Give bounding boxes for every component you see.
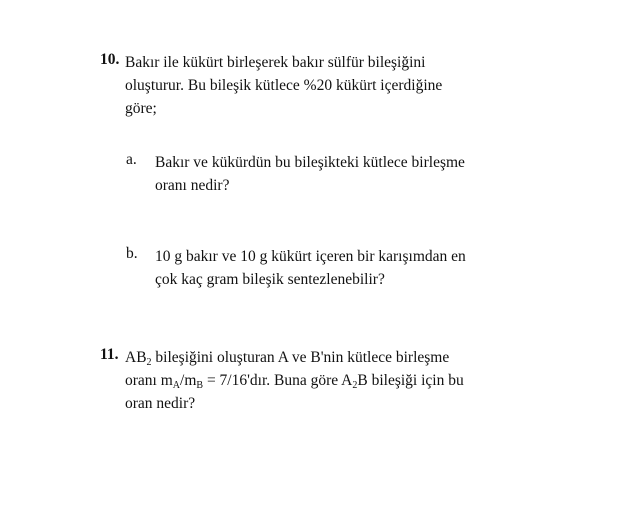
subscript-2: 2 [146,357,152,368]
question-11-line-1-rest: bileşiğini oluşturan A ve B'nin kütlece birleşme [151,349,450,366]
question-10 [100,51,520,120]
part-a-letter: a. [126,151,137,168]
part-a-line-1: Bakır ve kükürdün bu bileşikteki kütlece birleşme [155,154,465,171]
part-b-letter: b. [126,245,138,262]
question-10-line-3: göre; [125,100,157,117]
question-11-line-3: oran nedir? [125,395,196,412]
part-b-line-1: 10 g bakır ve 10 g kükürt içeren bir karışımdan en [155,248,466,265]
question-11-text [125,346,515,415]
ratio-text-start: oranı m [125,372,173,389]
part-a-line-2: oranı nedir? [155,177,230,194]
subscript-2b: 2 [352,380,358,391]
question-11 [100,346,520,415]
question-10-text [125,51,515,120]
question-11-line-2-rest: B bileşiği için bu [357,372,464,389]
part-a-text [155,151,515,197]
formula-ab: AB [125,349,147,366]
question-10-number: 10. [100,51,120,68]
question-11-line-1 [125,346,515,369]
question-11-number: 11. [100,346,119,363]
question-10-part-b [126,245,526,291]
ratio-value-text: = 7/16'dır. Buna göre A [203,372,353,389]
ratio-slash-m: /m [180,372,197,389]
question-10-part-a [126,151,526,197]
question-10-line-1: Bakır ile kükürt birleşerek bakır sülfür bileşiğini [125,54,426,71]
part-b-line-2: çok kaç gram bileşik sentezlenebilir? [155,271,385,288]
question-10-line-2: oluşturur. Bu bileşik kütlece %20 kükürt içerdiğine [125,77,443,94]
subscript-a: A [172,380,181,391]
question-11-line-2 [125,369,515,392]
subscript-b: B [196,380,204,391]
part-b-text [155,245,515,291]
